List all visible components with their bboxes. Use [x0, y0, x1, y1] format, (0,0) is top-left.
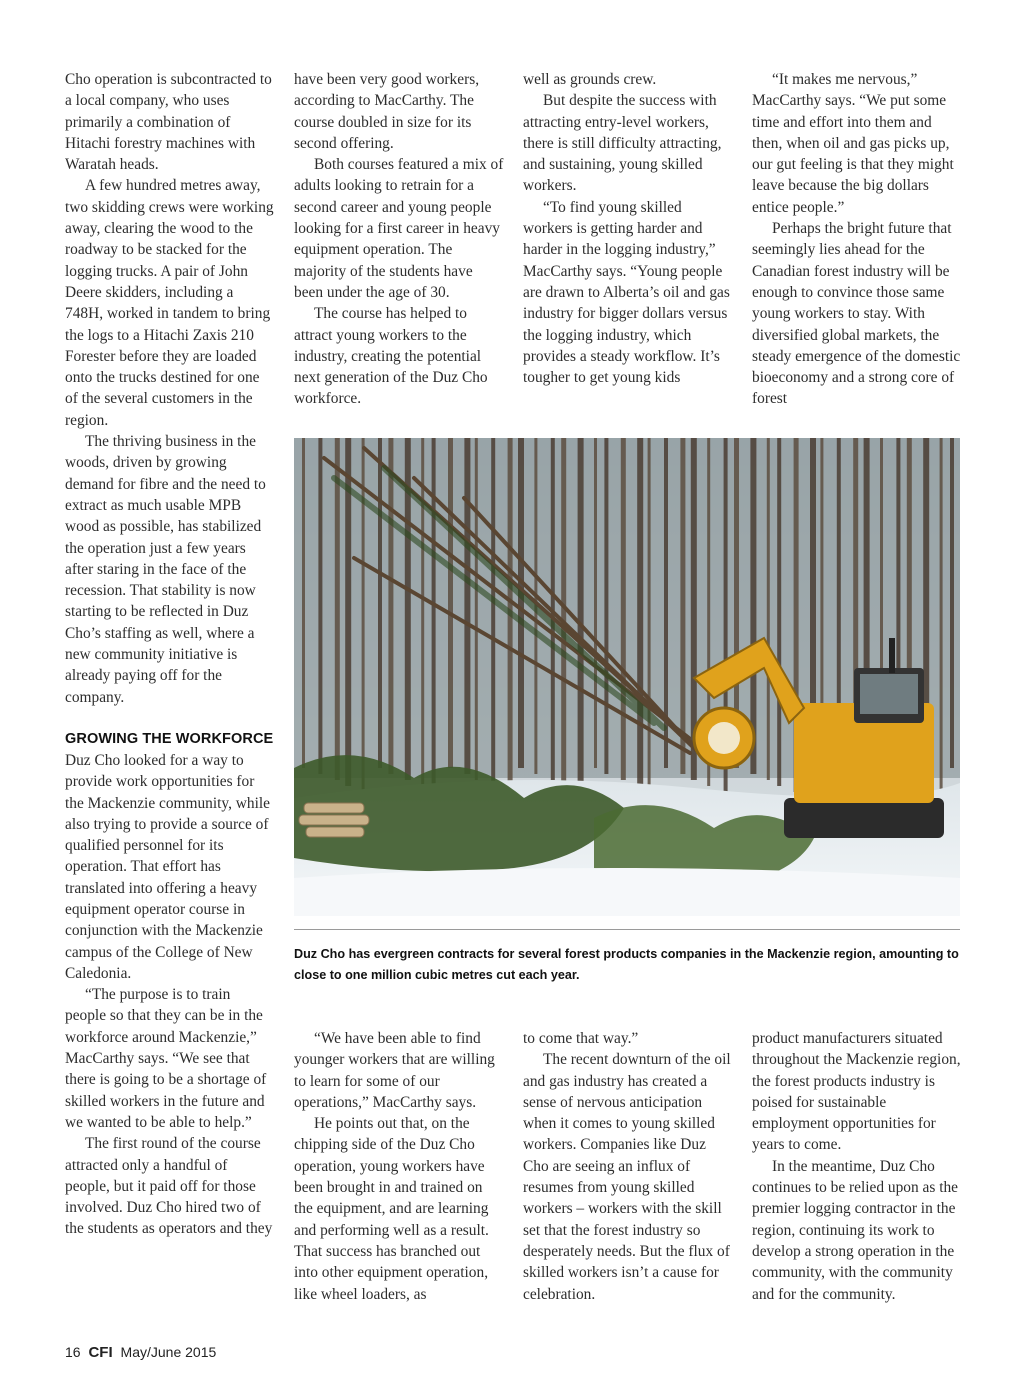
paragraph: Perhaps the bright future that seemingly lies ahead for the Canadian forest industry will be enough to convince those same young workers to stay. With diversified global markets, the steady emergence of the domestic bioeconomy and a strong core of forest [752, 220, 961, 408]
paragraph: “To find young skilled workers is getting harder and harder in the logging industry,” MacCarthy says. “Young people are drawn to Alberta’s oil and gas industry for bigger dollars versus the logging industry, which provides a steady workflow. It’s tougher to get young kids [523, 198, 730, 387]
paragraph: But despite the success with attracting entry-level workers, there is still difficulty attracting, and sustaining, young skilled workers. [523, 92, 722, 195]
tree-trunk [680, 438, 685, 774]
tree-trunk [448, 438, 453, 768]
tree-trunk [464, 438, 470, 774]
tree-trunk [378, 438, 382, 768]
tree-trunk [578, 438, 584, 792]
tree-trunk [767, 438, 770, 780]
paragraph: Cho operation is subcontracted to a local company, who uses primarily a combination of Hitachi forestry machines with Waratah heads. [65, 71, 272, 174]
paragraph: Both courses featured a mix of adults looking to retrain for a second career and young people looking for a first career in heavy equipment operation. The majority of the students have been under the age of 30. [294, 156, 504, 301]
column-3-top [523, 69, 733, 388]
tree-trunk [594, 438, 597, 768]
col2-paragraphs [294, 69, 504, 410]
paragraph: He points out that, on the chipping side of the Duz Cho operation, young workers have been brought in and trained on the equipment, and are learning and performing well as a result. That success has branched out into other equipment operation, like wheel loaders, as [294, 1115, 489, 1303]
paragraph: The course has helped to attract young workers to the industry, creating the potential next generation of the Duz Cho workforce. [294, 305, 488, 408]
column-2-top [294, 69, 504, 410]
tree-trunk [621, 438, 626, 780]
paragraph: “The purpose is to train people so that they can be in the workforce around Mackenzie,” MacCarthy says. “We see that there is going to be a shortage of skilled workers in the future and we wanted to be able to help.” [65, 986, 267, 1131]
paragraph: A few hundred metres away, two skidding crews were working away, clearing the wood to the roadway to be stacked for the logging trucks. A pair of John Deere skidders, including a 748H, worked in tandem to bring the logs to a Hitachi Zaxis 210 Forester before they are loaded onto the trucks destined for one of the several customers in the region. [65, 177, 274, 429]
caption-divider [294, 929, 960, 930]
photo-caption: Duz Cho has evergreen contracts for several forest products companies in the Mackenzie region, amounting to close to one million cubic metres cut each year. [294, 947, 959, 982]
page-number: 16 [65, 1344, 81, 1360]
tree-trunk [940, 438, 943, 792]
column-3-bottom [523, 1028, 733, 1305]
column-2-bottom [294, 1028, 504, 1305]
page-footer [65, 1344, 220, 1361]
paragraph: The recent downturn of the oil and gas industry has created a sense of nervous anticipation when it comes to young skilled workers. Companies like Duz Cho are seeing an influx of resumes from young skilled workers – workers with the skill set that the forest industry so desperately needs. But the flux of skilled workers isn’t a cause for celebration. [523, 1051, 731, 1303]
paragraph: well as grounds crew. [523, 71, 657, 88]
paragraph: In the meantime, Duz Cho continues to be relied upon as the premier logging contractor in the region, continuing its work to develop a strong operation in the community, with the community and for the community. [752, 1157, 959, 1303]
tree-trunk [432, 438, 436, 792]
paragraph: to come that way.” [523, 1030, 639, 1047]
feller-buncher-photo [294, 438, 960, 916]
col3b-paragraphs [523, 1028, 733, 1305]
forest-harvesting-illustration [294, 438, 960, 916]
tree-trunk [604, 438, 608, 774]
section-heading: GROWING THE WORKFORCE [65, 730, 274, 747]
column-1 [65, 69, 275, 1240]
col4-paragraphs [752, 69, 962, 410]
paragraph: “It makes me nervous,” MacCarthy says. “We put some time and effort into them and then, when oil and gas picks up, our gut feeling is that they might leave because the big dollars entice people.” [752, 71, 954, 216]
issue-date: May/June 2015 [120, 1344, 217, 1360]
paragraph: The first round of the course attracted only a handful of people, but it paid off for those involved. Duz Cho hired two of the students as operators and they [65, 1135, 273, 1238]
paragraph: The thriving business in the woods, driven by growing demand for fibre and the need to extract as much usable MPB wood as possible, has stabilized the operation just a few years after staring in the face of the recession. That stability is now starting to be reflected in Duz Cho’s staffing as well, where a new community initiative is already paying off for the company. [65, 433, 266, 706]
col3-paragraphs [523, 69, 733, 388]
tree-trunk [777, 438, 781, 786]
tree-trunk [518, 438, 524, 768]
tree-trunk [648, 438, 651, 792]
col2b-paragraphs [294, 1028, 504, 1305]
paragraph: Duz Cho looked for a way to provide work opportunities for the Mackenzie community, while also trying to provide a source of qualified personnel for its operation. That effort has translated into offering a heavy equipment operator course in conjunction with the Mackenzie campus of the College of New Caledonia. [65, 751, 270, 982]
tree-trunk [491, 438, 495, 786]
spacer [65, 708, 275, 729]
col1-paragraphs [65, 69, 275, 708]
magazine-name: CFI [88, 1344, 113, 1361]
col4b-paragraphs [752, 1028, 962, 1305]
paragraph: “We have been able to find younger workers that are willing to learn for some of our operations,” MacCarthy says. [294, 1030, 495, 1111]
paragraph: product manufacturers situated throughout the Mackenzie region, the forest products industry is poised for sustainable employment opportunities for years to come. [752, 1030, 961, 1154]
tree-trunk [561, 438, 566, 786]
paragraph: have been very good workers, according to MacCarthy. The course doubled in size for its second offering. [294, 71, 480, 152]
tree-trunk [302, 438, 305, 768]
tree-trunk [388, 438, 393, 774]
tree-trunk [475, 438, 478, 780]
column-4-bottom [752, 1028, 962, 1305]
tree-trunk [950, 438, 954, 768]
col1-paragraphs-after-heading [65, 750, 275, 1240]
tree-trunk [421, 438, 424, 786]
tree-trunk [335, 438, 340, 780]
column-4-top [752, 69, 962, 410]
tree-trunk [637, 438, 643, 786]
tree-trunk [318, 438, 322, 774]
